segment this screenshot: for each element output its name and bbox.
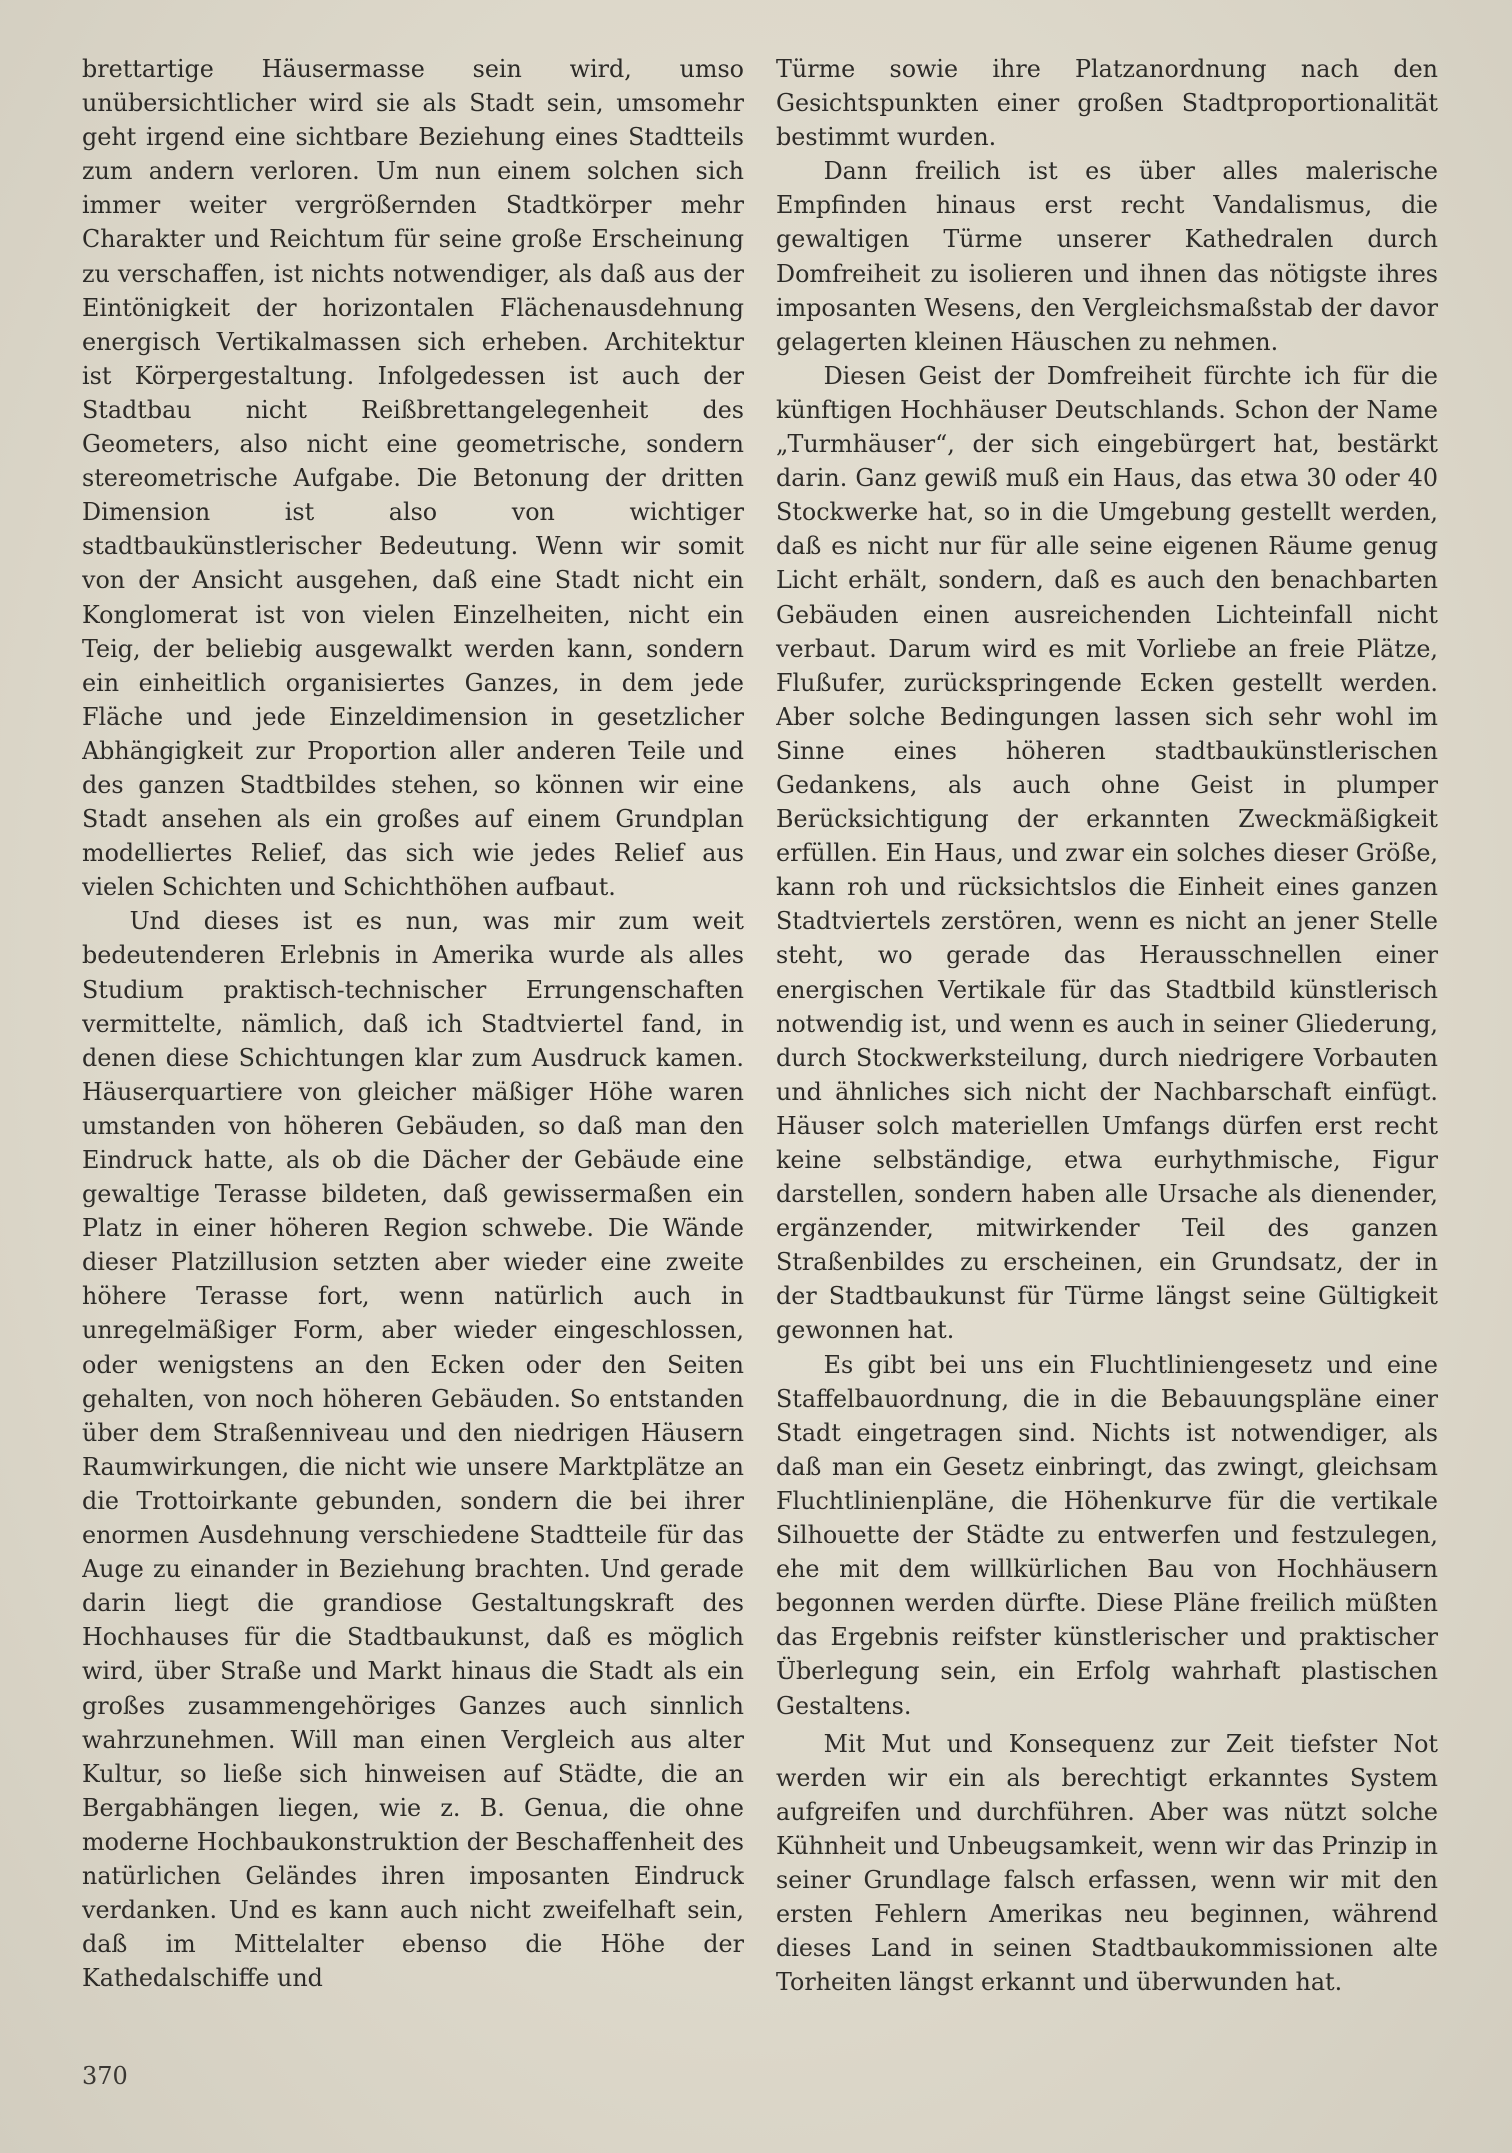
- paragraph: Dann freilich ist es über alles malerische Empfinden hinaus erst recht Vandalismus, die gewaltigen Türme unserer Kathedralen durch Domfreiheit zu isolieren und ihnen das nötigste ihres imposanten Wesens, den Vergleichsmaßstab der davor gelagerten kleinen Häuschen zu nehmen.: [776, 157, 1438, 356]
- paragraph: brettartige Häusermasse sein wird, umso unübersichtlicher wird sie als Stadt sein, umsomehr geht irgend eine sichtbare Beziehung eines Stadtteils zum andern verloren. Um nun einem solchen sich immer weiter vergrößernden Stadtkörper mehr Charakter und Reichtum für seine große Erscheinung zu verschaffen, ist nichts notwendiger, als daß aus der Eintönigkeit der horizontalen Flächenausdehnung energisch Vertikalmassen sich erheben. Architektur ist Körpergestaltung. Infolgedessen ist auch der Stadtbau nicht Reißbrettangelegenheit des Geometers, also nicht eine geometrische, sondern stereometrische Aufgabe. Die Betonung der dritten Dimension ist also von wichtiger stadtbaukünstlerischer Bedeutung. Wenn wir somit von der Ansicht ausgehen, daß eine Stadt nicht ein Konglomerat ist von vielen Einzelheiten, nicht ein Teig, der beliebig ausgewalkt werden kann, sondern ein einheitlich organisiertes Ganzes, in dem jede Fläche und jede Einzeldimension in gesetzlicher Abhängigkeit zur Proportion aller anderen Teile und des ganzen Stadtbildes stehen, so können wir eine Stadt ansehen als ein großes auf einem Grundplan modelliertes Relief, das sich wie jedes Relief aus vielen Schichten und Schichthöhen aufbaut.: [82, 55, 744, 902]
- right-text-column: [776, 52, 1438, 2052]
- page-number: 370: [82, 2062, 128, 2090]
- left-text-column: [82, 52, 744, 2052]
- paragraph: Diesen Geist der Domfreiheit fürchte ich für die künftigen Hochhäuser Deutschlands. Schon der Name „Turmhäuser“, der sich eingebürgert hat, bestärkt darin. Ganz gewiß muß ein Haus, das etwa 30 oder 40 Stockwerke hat, so in die Umgebung gestellt werden, daß es nicht nur für alle seine eigenen Räume genug Licht erhält, sondern, daß es auch den benachbarten Gebäuden einen ausreichenden Lichteinfall nicht verbaut. Darum wird es mit Vorliebe an freie Plätze, Flußufer, zurückspringende Ecken gestellt werden. Aber solche Bedingungen lassen sich sehr wohl im Sinne eines höheren stadtbaukünstlerischen Gedankens, als auch ohne Geist in plumper Berücksichtigung der erkannten Zweckmäßigkeit erfüllen. Ein Haus, und zwar ein solches dieser Größe, kann roh und rücksichtslos die Einheit eines ganzen Stadtviertels zerstören, wenn es nicht an jener Stelle steht, wo gerade das Herausschnellen einer energischen Vertikale für das Stadtbild künstlerisch notwendig ist, und wenn es auch in seiner Gliederung, durch Stockwerksteilung, durch niedrigere Vorbauten und ähnliches sich nicht der Nachbarschaft einfügt. Häuser solch materiellen Umfangs dürfen erst recht keine selbständige, etwa eurhythmische, Figur darstellen, sondern haben alle Ursache als dienender, ergänzender, mitwirkender Teil des ganzen Straßenbildes zu erscheinen, ein Grundsatz, der in der Stadtbaukunst für Türme längst seine Gültigkeit gewonnen hat.: [776, 361, 1438, 1345]
- paragraph: Es gibt bei uns ein Fluchtliniengesetz und eine Staffelbauordnung, die in die Bebauungspläne einer Stadt eingetragen sind. Nichts ist notwendiger, als daß man ein Gesetz einbringt, das zwingt, gleichsam Fluchtlinienpläne, die Höhenkurve für die vertikale Silhouette der Städte zu entwerfen und festzulegen, ehe mit dem willkürlichen Bau von Hochhäusern begonnen werden dürfte. Diese Pläne freilich müßten das Ergebnis reifster künstlerischer und praktischer Überlegung sein, ein Erfolg wahrhaft plastischen Gestaltens.: [776, 1350, 1438, 1720]
- paragraph: Mit Mut und Konsequenz zur Zeit tiefster Not werden wir ein als berechtigt erkanntes System aufgreifen und durchführen. Aber was nützt solche Kühnheit und Unbeugsamkeit, wenn wir das Prinzip in seiner Grundlage falsch erfassen, wenn wir mit den ersten Fehlern Amerikas neu beginnen, während dieses Land in seinen Stadtbaukommissionen alte Torheiten längst erkannt und überwunden hat.: [776, 1729, 1438, 1997]
- paragraph: Türme sowie ihre Platzanordnung nach den Gesichtspunkten einer großen Stadtproportionalität bestimmt wurden.: [776, 55, 1438, 152]
- paragraph: Und dieses ist es nun, was mir zum weit bedeutenderen Erlebnis in Amerika wurde als alles Studium praktisch-technischer Errungenschaften vermittelte, nämlich, daß ich Stadtviertel fand, in denen diese Schichtungen klar zum Ausdruck kamen. Häuserquartiere von gleicher mäßiger Höhe waren umstanden von höheren Gebäuden, so daß man den Eindruck hatte, als ob die Dächer der Gebäude eine gewaltige Terasse bildeten, daß gewissermaßen ein Platz in einer höheren Region schwebe. Die Wände dieser Platzillusion setzten aber wieder eine zweite höhere Terasse fort, wenn natürlich auch in unregelmäßiger Form, aber wieder eingeschlossen, oder wenigstens an den Ecken oder den Seiten gehalten, von noch höheren Gebäuden. So entstanden über dem Straßenniveau und den niedrigen Häusern Raumwirkungen, die nicht wie unsere Marktplätze an die Trottoirkante gebunden, sondern die bei ihrer enormen Ausdehnung verschiedene Stadtteile für das Auge zu einander in Beziehung brachten. Und gerade darin liegt die grandiose Gestaltungskraft des Hochhauses für die Stadtbaukunst, daß es möglich wird, über Straße und Markt hinaus die Stadt als ein großes zusammengehöriges Ganzes auch sinnlich wahrzunehmen. Will man einen Vergleich aus alter Kultur, so ließe sich hinweisen auf Städte, die an Bergabhängen liegen, wie z. B. Genua, die ohne moderne Hochbaukonstruktion der Beschaffenheit des natürlichen Geländes ihren imposanten Eindruck verdanken. Und es kann auch nicht zweifelhaft sein, daß im Mittelalter ebenso die Höhe der Kathedalschiffe und: [82, 907, 744, 1993]
